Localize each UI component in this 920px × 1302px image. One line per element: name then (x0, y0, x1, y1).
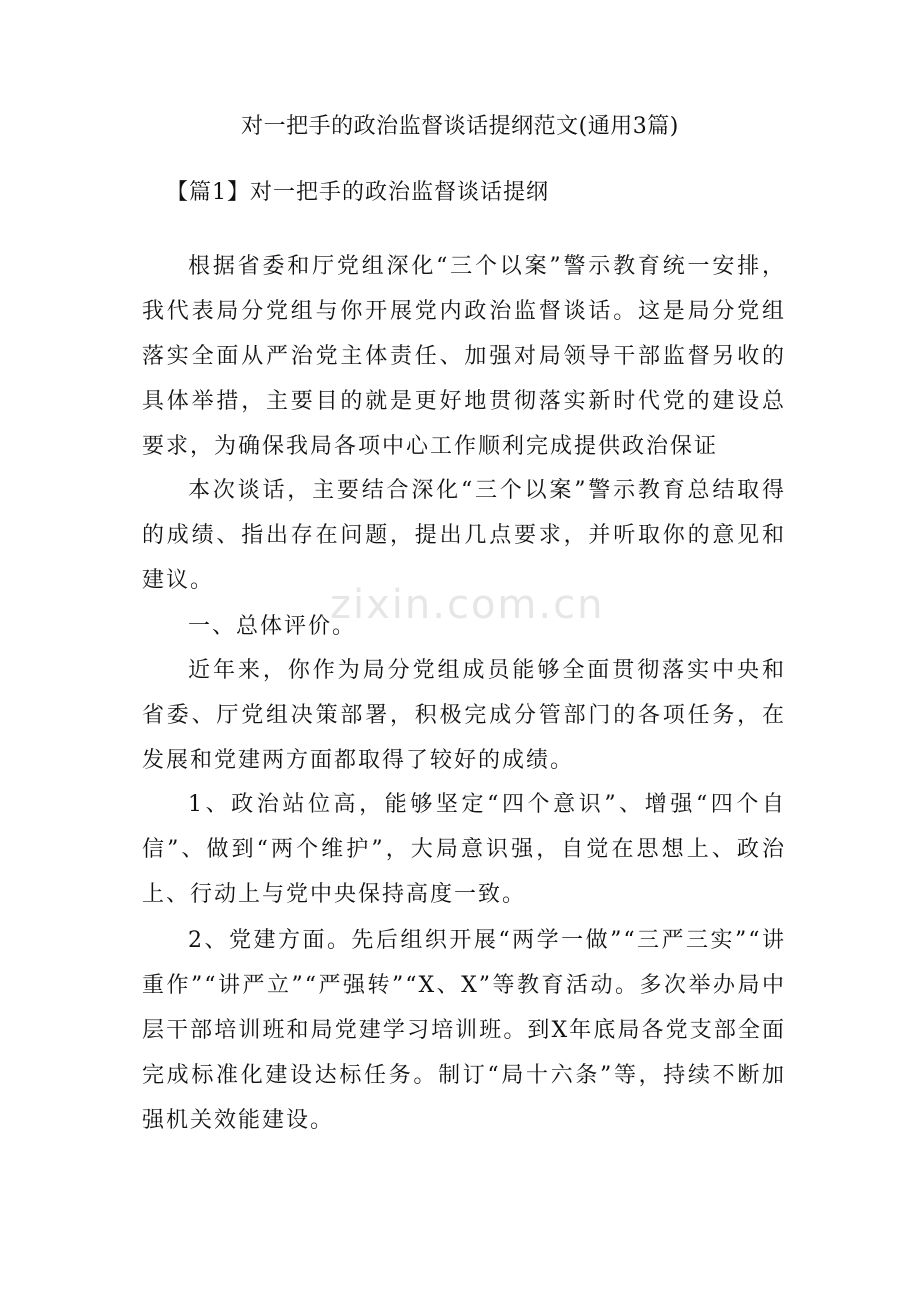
section-heading: 【篇1】对一把手的政治监督谈话提纲 (166, 180, 549, 205)
paragraph-intro: 根据省委和厅党组深化“三个以案”警示教育统一安排，我代表局分党组与你开展党内政治监督谈话。这是局分党组落实全面从严治党主体责任、加强对局领导干部监督另收的具体举措，主要目的就是更好地贯彻落实新时代党的建设总要求，为确保我局各项中心工作顺利完成提供政治保证 (142, 254, 786, 459)
document-title: 对一把手的政治监督谈话提纲范文(通用3篇) (241, 114, 679, 139)
paragraph-item-1: 1、政治站位高，能够坚定“四个意识”、增强“四个自信”、做到“两个维护”，大局意识强，自觉在思想上、政治上、行动上与党中央保持高度一致。 (142, 792, 786, 907)
watermark: zixin.com.cn (330, 582, 605, 628)
paragraph-item-2: 2、党建方面。先后组织开展“两学一做”“三严三实”“讲重作”“讲严立”“严强转”“X、X”等教育活动。多次举办局中层干部培训班和局党建学习培训班。到X年底局各党支部全面完成标准化建设达标任务。制订“局十六条”等，持续不断加强机关效能建设。 (142, 928, 786, 1133)
paragraph-recent-years: 近年来，你作为局分党组成员能够全面贯彻落实中央和省委、厅党组决策部署，积极完成分管部门的各项任务，在发展和党建两方面都取得了较好的成绩。 (142, 658, 786, 773)
subheading-overall-evaluation: 一、总体评价。 (188, 614, 357, 639)
paragraph-purpose: 本次谈话，主要结合深化“三个以案”警示教育总结取得的成绩、指出存在问题，提出几点要求，并听取你的意见和建议。 (142, 478, 786, 593)
